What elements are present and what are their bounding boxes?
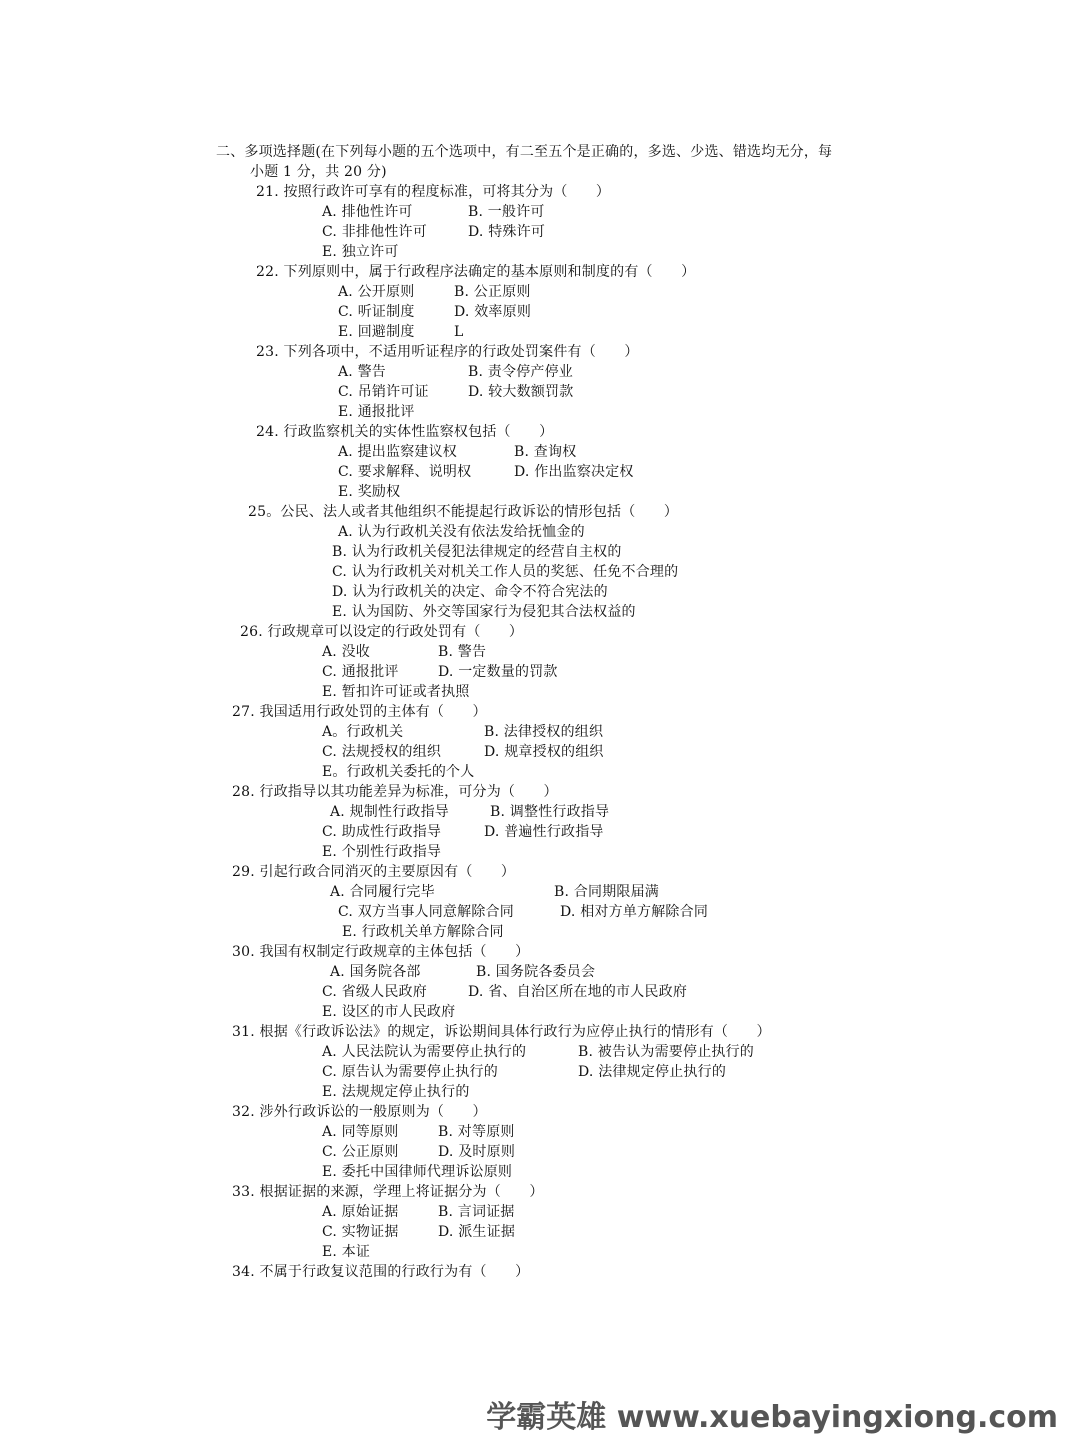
question-30-option-b: B. 国务院各委员会: [476, 964, 596, 980]
question-29-option-c: C. 双方当事人同意解除合同: [338, 904, 514, 920]
question-31-option-c: C. 原告认为需要停止执行的: [322, 1064, 498, 1080]
question-27-option-b: B. 法律授权的组织: [484, 724, 604, 740]
question-33-option-a: A. 原始证据: [322, 1204, 399, 1220]
question-26-option-c: C. 通报批评: [322, 664, 399, 680]
question-23-option-e: E. 通报批评: [338, 404, 415, 420]
question-22-option-c: C. 听证制度: [338, 304, 415, 320]
question-29-option-d: D. 相对方单方解除合同: [560, 904, 709, 920]
question-27-option-e: E。行政机关委托的个人: [322, 764, 475, 780]
question-28-option-b: B. 调整性行政指导: [490, 804, 610, 820]
question-31-option-e: E. 法规规定停止执行的: [322, 1084, 470, 1100]
question-33-option-c: C. 实物证据: [322, 1224, 399, 1240]
question-22-stem: 22. 下列原则中，属于行政程序法确定的基本原则和制度的有（ ）: [256, 264, 696, 280]
question-24-option-e: E. 奖励权: [338, 484, 401, 500]
question-27-option-d: D. 规章授权的组织: [484, 744, 604, 760]
question-34-stem: 34. 不属于行政复议范围的行政行为有（ ）: [232, 1264, 530, 1280]
question-24-option-a: A. 提出监察建议权: [338, 444, 458, 460]
section-title-line1: 二、多项选择题(在下列每小题的五个选项中，有二至五个是正确的，多选、少选、错选均无分，每: [216, 144, 833, 160]
question-32-option-a: A. 同等原则: [322, 1124, 399, 1140]
question-24-option-c: C. 要求解释、说明权: [338, 464, 472, 480]
question-31-option-b: B. 被告认为需要停止执行的: [578, 1044, 754, 1060]
question-25-option-a: A. 认为行政机关没有依法发给抚恤金的: [338, 524, 585, 540]
question-21-option-a: A. 排他性许可: [322, 204, 413, 220]
question-30-option-e: E. 设区的市人民政府: [322, 1004, 456, 1020]
question-23-stem: 23. 下列各项中，不适用听证程序的行政处罚案件有（ ）: [256, 344, 639, 360]
question-28-option-e: E. 个别性行政指导: [322, 844, 442, 860]
question-24-option-b: B. 查询权: [514, 444, 577, 460]
question-22-option-b: B. 公正原则: [454, 284, 531, 300]
question-25-option-c: C. 认为行政机关对机关工作人员的奖惩、任免不合理的: [332, 564, 679, 580]
question-33-option-e: E. 本证: [322, 1244, 371, 1260]
question-22-option-e: E. 回避制度: [338, 324, 415, 340]
question-27-stem: 27. 我国适用行政处罚的主体有（ ）: [232, 704, 487, 720]
question-27-option-c: C. 法规授权的组织: [322, 744, 442, 760]
question-26-option-d: D. 一定数量的罚款: [438, 664, 558, 680]
question-33-option-b: B. 言词证据: [438, 1204, 515, 1220]
question-28-option-d: D. 普遍性行政指导: [484, 824, 604, 840]
question-21-option-b: B. 一般许可: [468, 204, 545, 220]
question-28-stem: 28. 行政指导以其功能差异为标准，可分为（ ）: [232, 784, 558, 800]
question-32-option-b: B. 对等原则: [438, 1124, 515, 1140]
question-28-option-c: C. 助成性行政指导: [322, 824, 442, 840]
question-30-option-c: C. 省级人民政府: [322, 984, 427, 1000]
question-29-stem: 29. 引起行政合同消灭的主要原因有（ ）: [232, 864, 516, 880]
question-25-option-d: D. 认为行政机关的决定、命令不符合宪法的: [332, 584, 608, 600]
watermark: 学霸英雄 www.xuebayingxiong.com: [486, 1400, 1058, 1435]
question-30-option-a: A. 国务院各部: [330, 964, 421, 980]
question-21-option-d: D. 特殊许可: [468, 224, 546, 240]
question-22-stray-mark: L: [454, 324, 464, 340]
section-title-line2: 小题 1 分，共 20 分): [250, 164, 387, 180]
question-26-option-a: A. 没收: [322, 644, 371, 660]
question-23-option-d: D. 较大数额罚款: [468, 384, 574, 400]
question-26-stem: 26. 行政规章可以设定的行政处罚有（ ）: [240, 624, 524, 640]
question-31-option-a: A. 人民法院认为需要停止执行的: [322, 1044, 527, 1060]
question-26-option-b: B. 警告: [438, 644, 487, 660]
question-29-option-a: A. 合同履行完毕: [330, 884, 435, 900]
question-26-option-e: E. 暂扣许可证或者执照: [322, 684, 470, 700]
question-32-stem: 32. 涉外行政诉讼的一般原则为（ ）: [232, 1104, 487, 1120]
question-30-option-d: D. 省、自治区所在地的市人民政府: [468, 984, 688, 1000]
question-32-option-d: D. 及时原则: [438, 1144, 516, 1160]
question-21-option-e: E. 独立许可: [322, 244, 399, 260]
question-32-option-c: C. 公正原则: [322, 1144, 399, 1160]
question-28-option-a: A. 规制性行政指导: [330, 804, 450, 820]
question-29-option-e: E. 行政机关单方解除合同: [342, 924, 504, 940]
question-27-option-a: A。行政机关: [322, 724, 404, 740]
question-21-stem: 21. 按照行政许可享有的程度标准，可将其分为（ ）: [256, 184, 611, 200]
question-32-option-e: E. 委托中国律师代理诉讼原则: [322, 1164, 513, 1180]
question-29-option-b: B. 合同期限届满: [554, 884, 659, 900]
question-25-option-b: B. 认为行政机关侵犯法律规定的经营自主权的: [332, 544, 622, 560]
question-33-stem: 33. 根据证据的来源，学理上将证据分为（ ）: [232, 1184, 544, 1200]
question-25-stem: 25。公民、法人或者其他组织不能提起行政诉讼的情形包括（ ）: [248, 504, 679, 520]
question-23-option-a: A. 警告: [338, 364, 387, 380]
question-31-stem: 31. 根据《行政诉讼法》的规定，诉讼期间具体行政行为应停止执行的情形有（ ）: [232, 1024, 771, 1040]
question-24-stem: 24. 行政监察机关的实体性监察权包括（ ）: [256, 424, 554, 440]
question-23-option-c: C. 吊销许可证: [338, 384, 429, 400]
question-23-option-b: B. 责令停产停业: [468, 364, 573, 380]
question-22-option-d: D. 效率原则: [454, 304, 532, 320]
question-24-option-d: D. 作出监察决定权: [514, 464, 634, 480]
question-25-option-e: E. 认为国防、外交等国家行为侵犯其合法权益的: [332, 604, 636, 620]
question-33-option-d: D. 派生证据: [438, 1224, 516, 1240]
question-22-option-a: A. 公开原则: [338, 284, 415, 300]
question-31-option-d: D. 法律规定停止执行的: [578, 1064, 727, 1080]
question-21-option-c: C. 非排他性许可: [322, 224, 427, 240]
question-30-stem: 30. 我国有权制定行政规章的主体包括（ ）: [232, 944, 530, 960]
